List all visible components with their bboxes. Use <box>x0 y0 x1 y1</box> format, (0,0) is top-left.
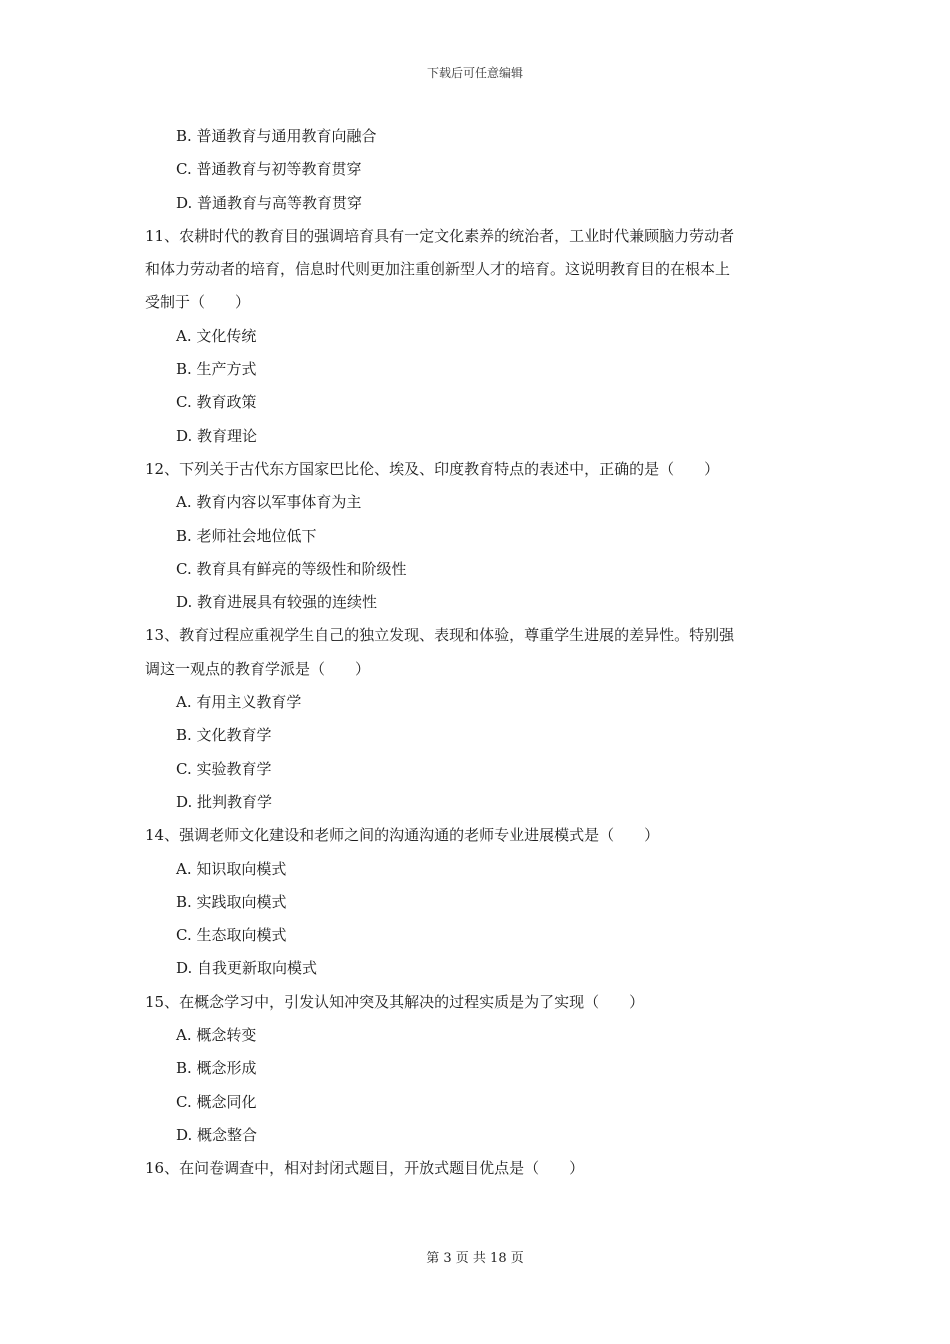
option: C. 实验教育学 <box>176 759 272 778</box>
question-11 <box>145 220 811 453</box>
option: D. 批判教育学 <box>176 792 273 811</box>
option: A. 概念转变 <box>176 1026 257 1045</box>
option: A. 教育内容以军事体育为主 <box>176 493 362 512</box>
option: A. 知识取向模式 <box>176 859 287 878</box>
option: A. 有用主义教育学 <box>176 693 302 712</box>
question-16 <box>145 1152 811 1185</box>
question-13 <box>145 619 811 819</box>
option: B. 文化教育学 <box>176 726 272 745</box>
option: C. 概念同化 <box>176 1092 257 1111</box>
option: C. 教育政策 <box>176 393 257 412</box>
prev-question-options <box>145 120 811 220</box>
option: C. 教育具有鲜亮的等级性和阶级性 <box>176 559 407 578</box>
question-14 <box>145 819 811 985</box>
option: D. 教育进展具有较强的连续性 <box>176 593 378 612</box>
question-text: 11、农耕时代的教育目的强调培育具有一定文化素养的统治者，工业时代兼顾脑力劳动者 <box>145 226 735 245</box>
option: B. 普通教育与通用教育向融合 <box>176 127 377 145</box>
question-text: 15、在概念学习中，引发认知冲突及其解决的过程实质是为了实现（ ） <box>145 992 645 1011</box>
page-footer: 第 3 页 共 18 页 <box>426 1251 524 1266</box>
question-text: 调这一观点的教育学派是（ ） <box>145 659 371 678</box>
option: D. 普通教育与高等教育贯穿 <box>176 193 363 212</box>
question-15 <box>145 986 811 1152</box>
option: D. 教育理论 <box>176 426 258 445</box>
option: B. 概念形成 <box>176 1059 257 1078</box>
option: D. 概念整合 <box>176 1125 258 1144</box>
document-body <box>145 120 811 1186</box>
page-header: 下载后可任意编辑 <box>426 66 523 80</box>
option: B. 老师社会地位低下 <box>176 526 317 545</box>
question-12 <box>145 453 811 619</box>
question-text: 14、强调老师文化建设和老师之间的沟通沟通的老师专业进展模式是（ ） <box>145 826 660 845</box>
option: C. 生态取向模式 <box>176 926 287 945</box>
question-text: 和体力劳动者的培育，信息时代则更加注重创新型人才的培育。这说明教育目的在根本上 <box>145 260 731 279</box>
question-text: 13、教育过程应重视学生自己的独立发现、表现和体验，尊重学生进展的差异性。特别强 <box>145 626 735 645</box>
option: A. 文化传统 <box>176 326 257 345</box>
question-text: 受制于（ ） <box>145 293 251 312</box>
question-text: 12、下列关于古代东方国家巴比伦、埃及、印度教育特点的表述中，正确的是（ ） <box>145 459 720 478</box>
option: D. 自我更新取向模式 <box>176 959 318 978</box>
option: B. 实践取向模式 <box>176 892 287 911</box>
option: C. 普通教育与初等教育贯穿 <box>176 160 362 179</box>
option: B. 生产方式 <box>176 360 257 379</box>
question-text: 16、在问卷调查中，相对封闭式题目，开放式题目优点是（ ） <box>145 1159 585 1178</box>
